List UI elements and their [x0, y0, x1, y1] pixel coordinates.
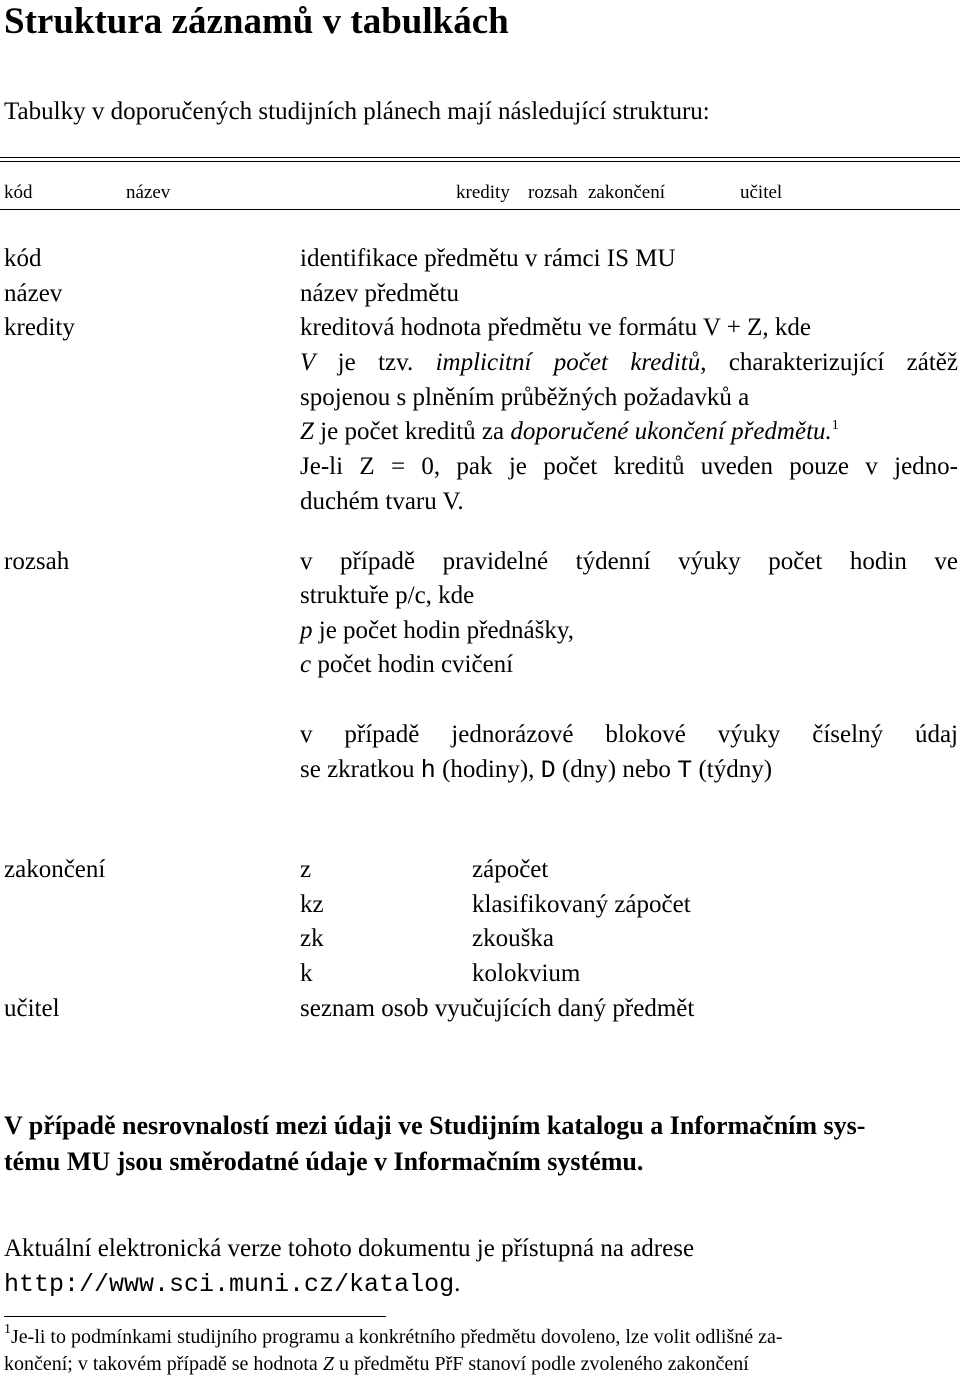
completion-label: zápočet [472, 856, 549, 883]
online-version-url-line: http://www.sci.muni.cz/katalog. [4, 1270, 461, 1299]
notice-line-2: tému MU jsou směrodatné údaje v Informačním systému. [4, 1147, 644, 1176]
completion-code: z [300, 856, 312, 883]
header-top-rule-2 [0, 161, 960, 162]
symbol-p: p [300, 617, 313, 644]
completion-label: klasifikovaný zápočet [472, 891, 691, 918]
def-kredity-line-3: spojenou s plněním průběžných požadavků a [300, 384, 750, 411]
completion-code: k [300, 960, 313, 987]
term-ucitel: učitel [4, 995, 60, 1022]
symbol-v: V [300, 349, 316, 376]
header-kredity: kredity [456, 182, 510, 203]
footnote-line-2: končení; v takovém případě se hodnota Z u předmětu PřF stanoví podle zvoleného zakončení [4, 1353, 749, 1375]
abbr-h: h [420, 756, 436, 785]
completion-label: zkouška [472, 925, 554, 952]
catalog-url[interactable]: http://www.sci.muni.cz/katalog [4, 1270, 455, 1299]
footnote-ref: 1 [831, 418, 839, 433]
header-bottom-rule [0, 209, 960, 210]
header-nazev: název [126, 182, 171, 203]
header-kod: kód [4, 182, 33, 203]
abbr-t: T [677, 756, 693, 785]
online-version-text: Aktuální elektronická verze tohoto dokumentu je přístupná na adrese [4, 1235, 695, 1262]
def-rozsah-line-2: struktuře p/c, kde [300, 582, 475, 609]
term-zakonceni: zakončení [4, 856, 106, 883]
def-nazev: název předmětu [300, 280, 459, 307]
def-kredity-line-5: Je-li Z = 0, pak je počet kreditů uveden pouze v jedno- [300, 453, 958, 480]
completion-label: kolokvium [472, 960, 581, 987]
def-kredity-line-6: duchém tvaru V. [300, 488, 464, 515]
def-kredity-line-4: Z je počet kreditů za doporučené ukončení předmětu.$^1$ [300, 418, 839, 445]
term-rozsah: rozsah [4, 548, 70, 575]
symbol-c: c [300, 651, 312, 678]
intro-text: Tabulky v doporučených studijních plánech mají následující strukturu: [4, 98, 710, 125]
def-kredity-line-1: kreditová hodnota předmětu ve formátu V + Z, kde [300, 314, 811, 341]
symbol-z: Z [322, 1353, 334, 1375]
completion-code: zk [300, 925, 324, 952]
emph-implicit-credits: implicitní počet kreditů [435, 349, 701, 376]
emph-recommended-completion: doporučené ukončení předmětu. [510, 418, 832, 445]
abbr-d: D [540, 756, 556, 785]
page-title: Struktura záznamů v tabulkách [4, 1, 509, 42]
symbol-z: Z [300, 418, 314, 445]
footnote-mark: 1 [4, 1322, 11, 1337]
notice-line-1: V případě nesrovnalostí mezi údaji ve Studijním katalogu a Informačním sys- [4, 1111, 866, 1140]
def-rozsah-line-3: p je počet hodin přednášky, [300, 617, 574, 644]
def-rozsah-line-6: se zkratkou h (hodiny), D (dny) nebo T (týdny) [300, 756, 773, 785]
def-kod: identifikace předmětu v rámci IS MU [300, 245, 676, 272]
header-rozsah: rozsah [528, 182, 578, 203]
header-zakonceni: zakončení [588, 182, 666, 203]
footnote-line-1: $^1$Je-li to podmínkami studijního programu a konkrétního předmětu dovoleno, lze volit odlišné za- [4, 1322, 783, 1348]
term-nazev: název [4, 280, 63, 307]
footnote-rule [4, 1316, 386, 1317]
def-ucitel: seznam osob vyučujících daný předmět [300, 995, 695, 1022]
header-ucitel: učitel [740, 182, 783, 203]
def-kredity-line-2: V je tzv. implicitní počet kreditů, charakterizující zátěž [300, 349, 958, 376]
def-rozsah-line-1: v případě pravidelné týdenní výuky počet hodin ve [300, 548, 958, 575]
def-rozsah-line-4: c počet hodin cvičení [300, 651, 514, 678]
completion-code: kz [300, 891, 324, 918]
header-top-rule-1 [0, 157, 960, 158]
term-kredity: kredity [4, 314, 75, 341]
term-kod: kód [4, 245, 42, 272]
def-rozsah-line-5: v případě jednorázové blokové výuky číselný údaj [300, 721, 958, 748]
